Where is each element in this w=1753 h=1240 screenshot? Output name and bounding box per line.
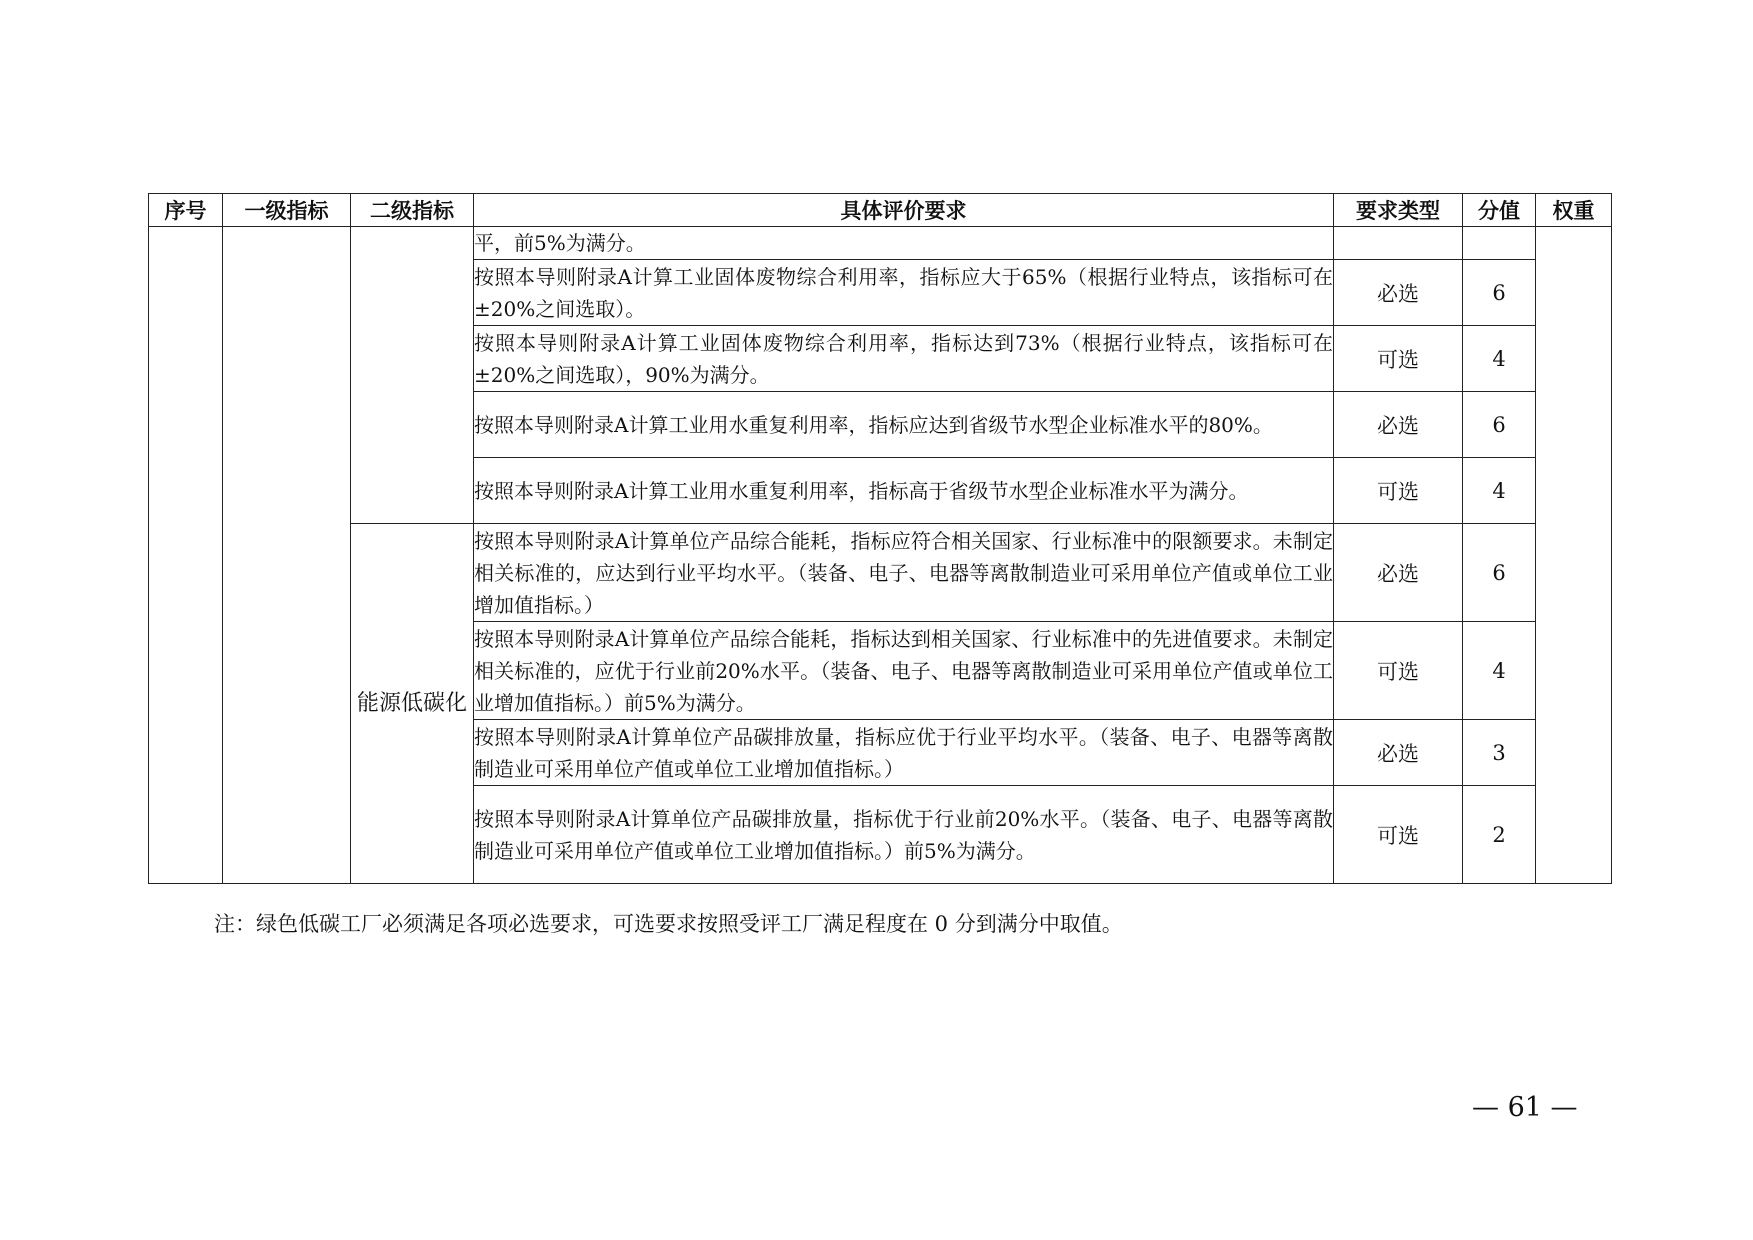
type-cell: 必选 <box>1334 260 1463 326</box>
requirement-cell: 按照本导则附录A计算单位产品碳排放量，指标优于行业前20%水平。（装备、电子、电器等离散制造业可采用单位产值或单位工业增加值指标。）前5%为满分。 <box>474 786 1334 884</box>
header-weight: 权重 <box>1536 194 1612 227</box>
requirement-cell: 按照本导则附录A计算单位产品综合能耗，指标应符合相关国家、行业标准中的限额要求。未制定相关标准的，应达到行业平均水平。（装备、电子、电器等离散制造业可采用单位产值或单位工业增加值指标。） <box>474 524 1334 622</box>
score-cell <box>1463 227 1536 260</box>
score-cell: 2 <box>1463 786 1536 884</box>
requirement-cell: 按照本导则附录A计算工业用水重复利用率，指标应达到省级节水型企业标准水平的80%。 <box>474 392 1334 458</box>
header-type: 要求类型 <box>1334 194 1463 227</box>
requirement-cell: 平，前5%为满分。 <box>474 227 1334 260</box>
score-cell: 6 <box>1463 524 1536 622</box>
score-cell: 6 <box>1463 392 1536 458</box>
requirement-cell: 按照本导则附录A计算单位产品综合能耗，指标达到相关国家、行业标准中的先进值要求。未制定相关标准的，应优于行业前20%水平。（装备、电子、电器等离散制造业可采用单位产值或单位工业增加值指标。）前5%为满分。 <box>474 622 1334 720</box>
type-cell: 可选 <box>1334 622 1463 720</box>
header-row <box>149 194 1612 227</box>
type-cell: 可选 <box>1334 458 1463 524</box>
level2-energy-cell: 能源低碳化 <box>351 524 474 884</box>
type-cell: 必选 <box>1334 392 1463 458</box>
header-requirement: 具体评价要求 <box>474 194 1334 227</box>
requirement-cell: 按照本导则附录A计算工业固体废物综合利用率，指标达到73%（根据行业特点，该指标可在±20%之间选取），90%为满分。 <box>474 326 1334 392</box>
requirement-cell: 按照本导则附录A计算单位产品碳排放量，指标应优于行业平均水平。（装备、电子、电器等离散制造业可采用单位产值或单位工业增加值指标。） <box>474 720 1334 786</box>
evaluation-table <box>148 193 1612 884</box>
score-cell: 4 <box>1463 622 1536 720</box>
weight-cell <box>1536 227 1612 884</box>
type-cell <box>1334 227 1463 260</box>
type-cell: 可选 <box>1334 786 1463 884</box>
requirement-cell: 按照本导则附录A计算工业固体废物综合利用率，指标应大于65%（根据行业特点，该指标可在±20%之间选取）。 <box>474 260 1334 326</box>
requirement-cell: 按照本导则附录A计算工业用水重复利用率，指标高于省级节水型企业标准水平为满分。 <box>474 458 1334 524</box>
page-number: — 61 — <box>1472 1092 1578 1123</box>
table-note: 注：绿色低碳工厂必须满足各项必选要求，可选要求按照受评工厂满足程度在 0 分到满分中取值。 <box>214 912 1123 936</box>
score-cell: 4 <box>1463 326 1536 392</box>
seq-cell <box>149 227 223 884</box>
level2-cell-continued <box>351 227 474 524</box>
score-cell: 4 <box>1463 458 1536 524</box>
header-score: 分值 <box>1463 194 1536 227</box>
header-level1: 一级指标 <box>223 194 351 227</box>
score-cell: 6 <box>1463 260 1536 326</box>
header-seq: 序号 <box>149 194 223 227</box>
level1-cell <box>223 227 351 884</box>
type-cell: 必选 <box>1334 720 1463 786</box>
header-level2: 二级指标 <box>351 194 474 227</box>
score-cell: 3 <box>1463 720 1536 786</box>
type-cell: 必选 <box>1334 524 1463 622</box>
table-row <box>149 227 1612 260</box>
type-cell: 可选 <box>1334 326 1463 392</box>
table-row <box>149 524 1612 622</box>
